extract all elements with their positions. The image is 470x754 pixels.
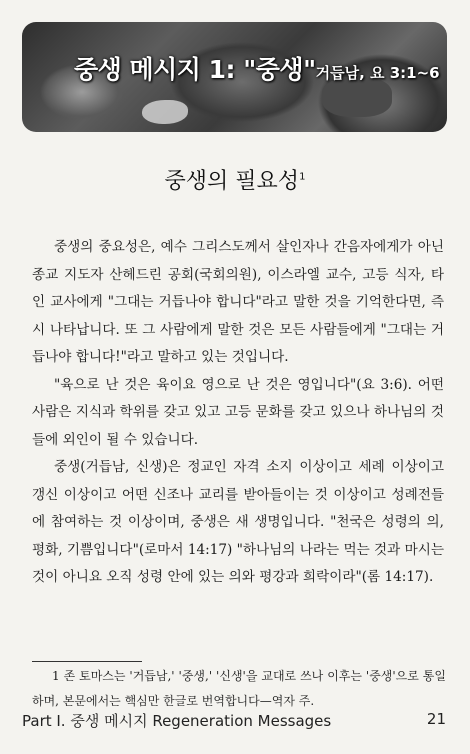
paragraph: "육으로 난 것은 육이요 영으로 난 것은 영입니다"(요 3:6). 어떤 사람은 지식과 학위를 갖고 있고 고등 문화를 갖고 있으나 하나님의 것들에 외인이 될 수 있습니다. (32, 376, 444, 448)
chapter-banner (22, 22, 447, 132)
chapter-title-main: 중생 메시지 1: "중생" (74, 55, 316, 84)
page-footer (22, 710, 446, 732)
banner-photo-detail (142, 100, 188, 124)
paragraph: 중생(거듭남, 신생)은 정교인 자격 소지 이상이고 세례 이상이고 갱신 이상이고 어떤 신조나 교리를 받아들이는 것 이상이고 성례전들에 참여하는 것 이상이며, 중생은 새 생명입니다. "천국은 성령의 의, 평화, 기쁨입니다"(로마서 14:17) "하나님의 나라는 먹는 것과 마시는 것이 아니요 오직 성령 안에 있는 의와 평강과 희락이라"(롬 14:17). (32, 459, 445, 585)
page-number: 21 (426, 710, 446, 728)
footnote-marker: 1 (299, 171, 306, 183)
paragraph: 중생의 중요성은, 예수 그리스도께서 살인자나 간음자에게가 아닌 종교 지도자 산헤드린 공회(국회의원), 이스라엘 교수, 고등 식자, 타인 교사에게 "그대는 거듭나야 합니다"라고 말한 것을 기억한다면, 즉시 나타납니다. 또 그 사람에게 말한 것은 모든 사람들에게 "그대는 거듭나야 합니다!"라고 말하고 있는 것입니다. (32, 239, 444, 365)
footnote-divider (32, 661, 142, 662)
footnote (32, 664, 446, 714)
body-text (32, 234, 444, 592)
running-footer-label: Part Ⅰ. 중생 메시지 Regeneration Messages (22, 712, 332, 730)
footnote-text: 1 존 토마스는 '거듭남,' '중생,' '신생'을 교대로 쓰나 이후는 '중생'으로 통일하며, 본문에서는 핵심만 한글로 번역합니다—역자 주. (32, 669, 446, 708)
section-title-text: 중생의 필요성 (164, 169, 300, 194)
chapter-title-reference: 거듭남, 요 3:1~6 (315, 64, 440, 82)
chapter-title (74, 50, 440, 86)
section-title (0, 164, 470, 195)
